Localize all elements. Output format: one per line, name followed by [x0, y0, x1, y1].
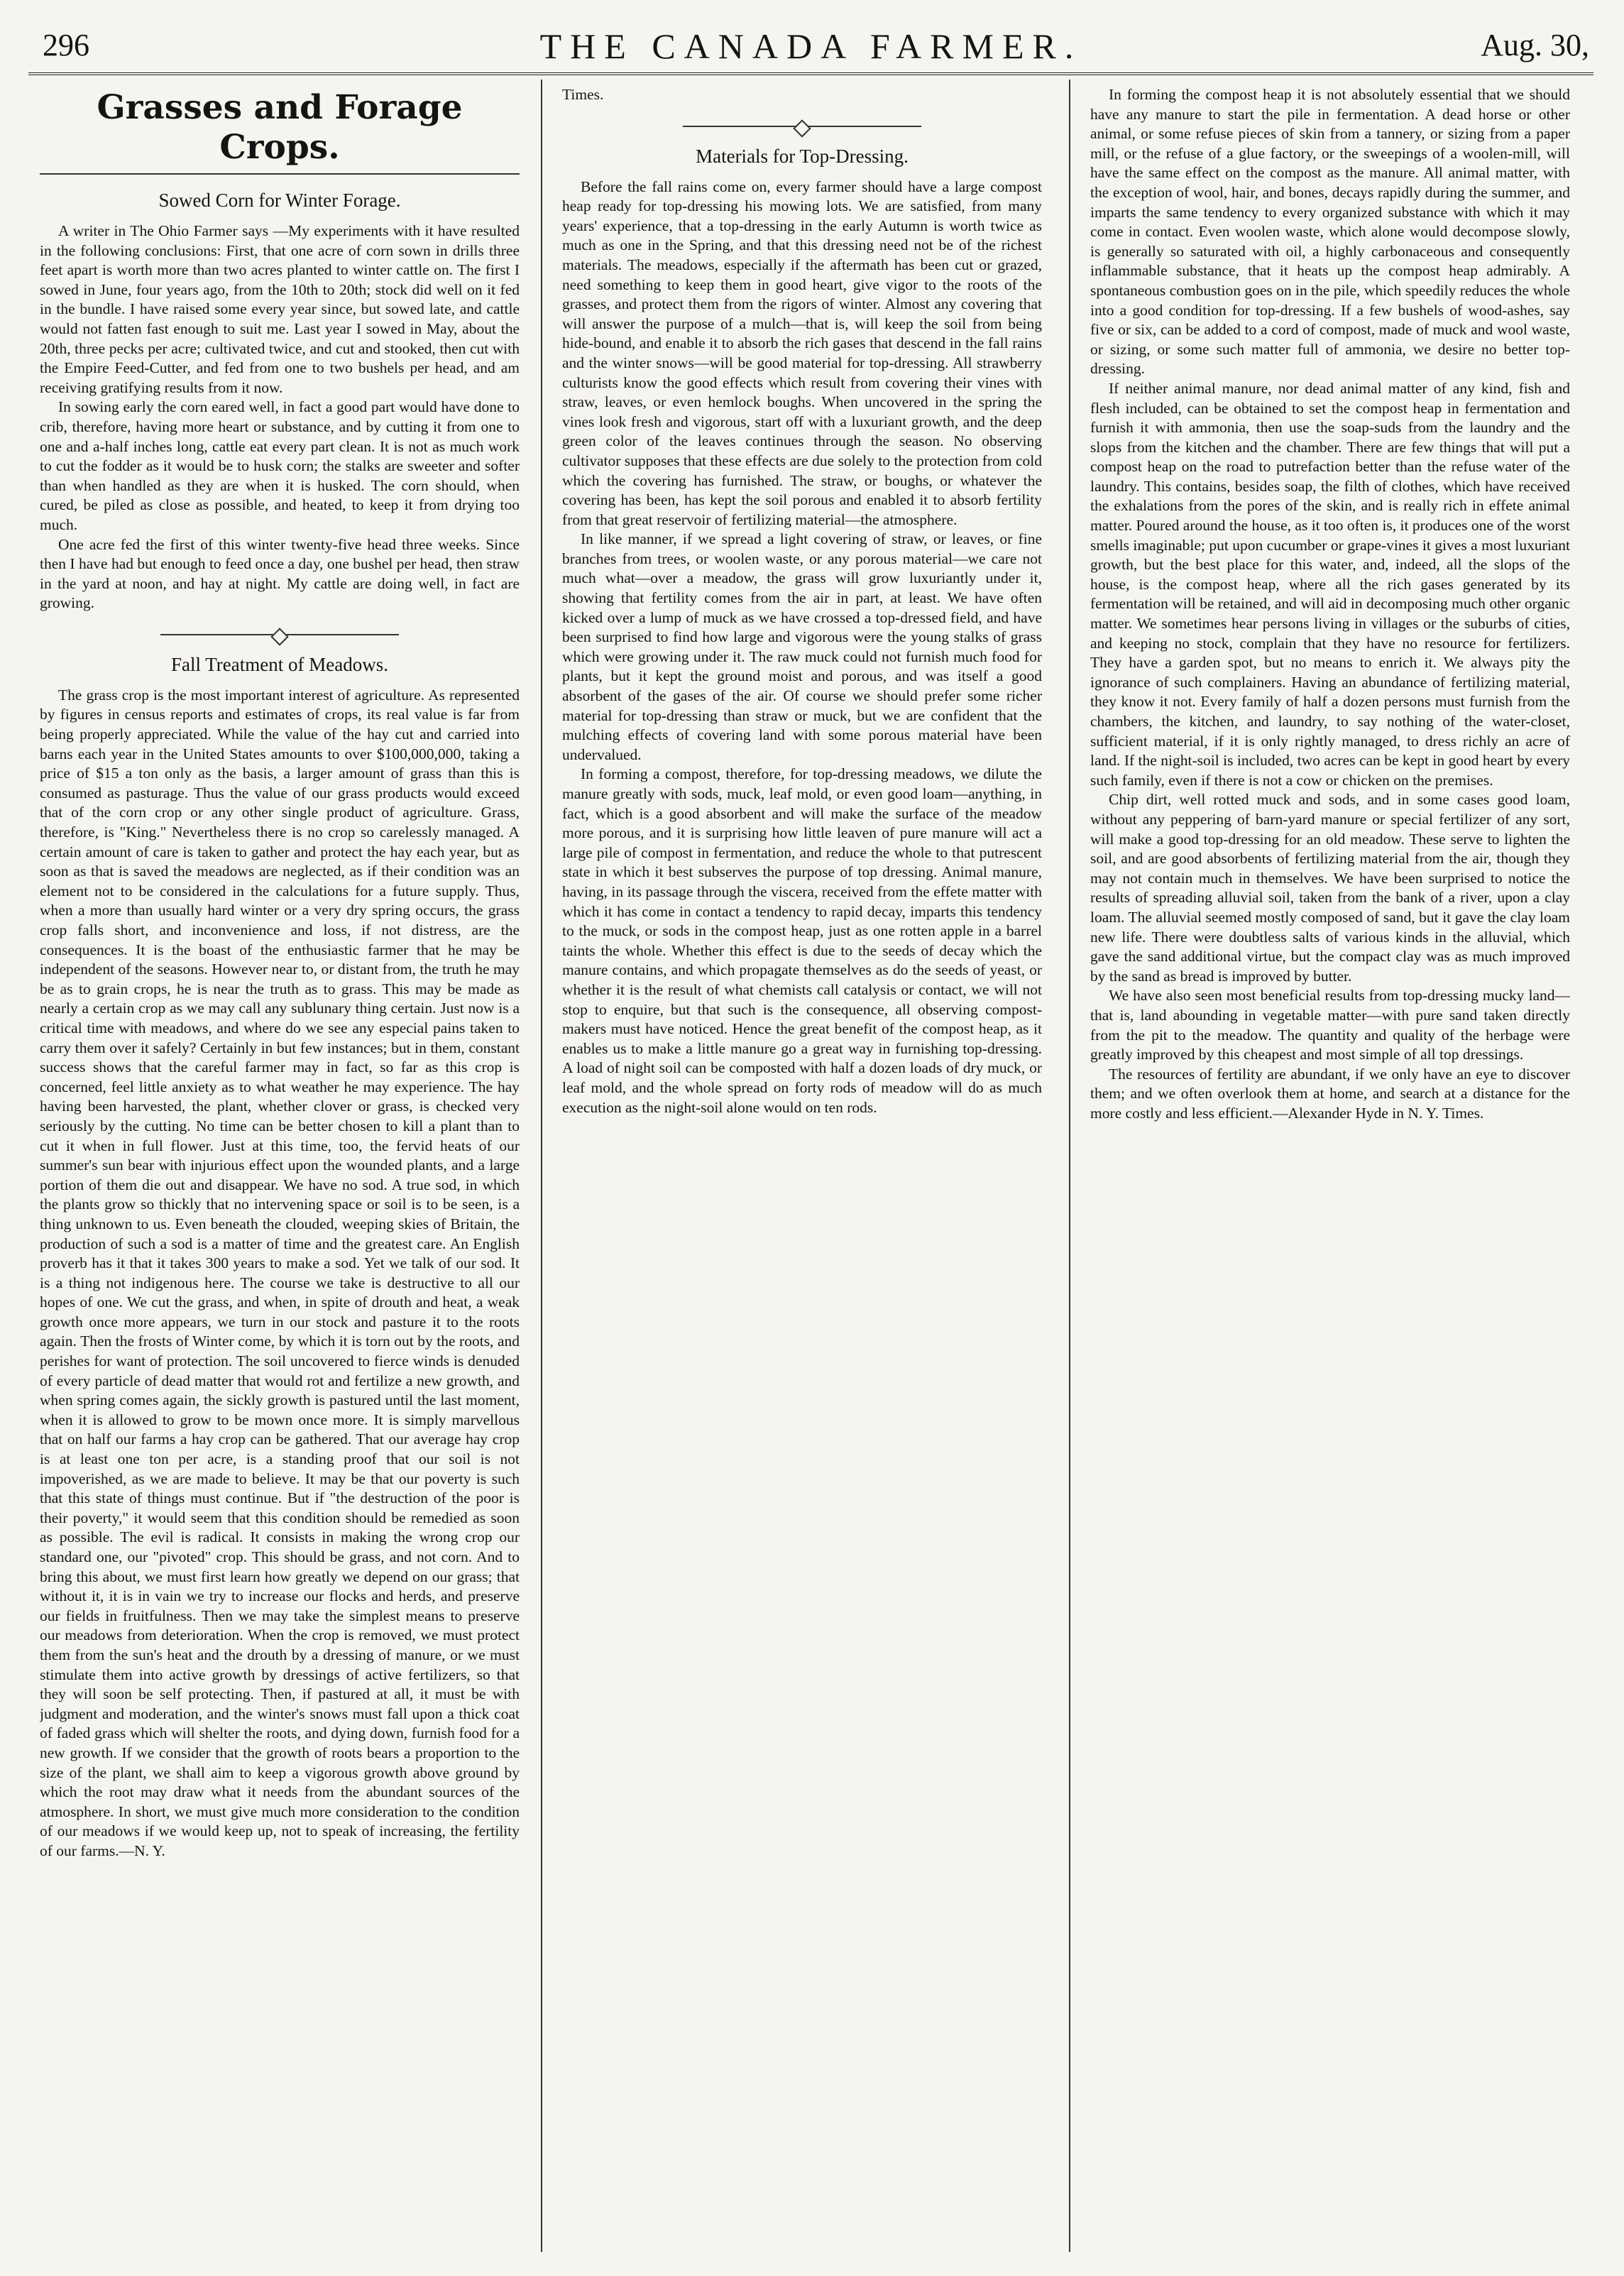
- section-rule: [40, 173, 520, 175]
- section-title: Grasses and Forage Crops.: [97, 88, 463, 167]
- article-paragraph: In forming the compost heap it is not absolutely essential that we should have any manure to start the pile in fermentation. A dead horse or other animal, or some refuse pieces of skin from a tannery, or sizing from a paper mill, or the refuse of a glue factory, or the sweepings of a woolen-mill, will have the same effect on the compost as the manure. All animal matter, with the exception of wool, hair, and bones, decays rapidly during the summer, and imparts the same tendency to every organized substance with which it may come in contact. Even woolen waste, which alone would decompose slowly, is generally so saturated with oil, a highly carbonaceous and consequently inflammable substance, that it heats up the compost heap admirably. A spontaneous combustion goes on in the pile, which speedily reduces the whole into a good condition for top-dressing. If a few bushels of wood-ashes, say five or six, can be added to a cord of compost, made of muck and wool waste, or sizing, or some such matter full of ammonia, we desire no better top-dressing.: [1090, 86, 1570, 378]
- article-paragraph: Before the fall rains come on, every farmer should have a large compost heap ready for top-dressing his mowing lots. We are satisfied, from many years' experience, that a top-dressing in the early Autumn is worth twice as much as one in the Spring, and that this dressing need not be of the richest materials. The meadows, especially if the aftermath has been cut or grazed, need something to keep them in good heart, give vigor to the roots of the grasses, and protect them from the rigors of winter. Almost any covering that will answer the purpose of a mulch—that is, will keep the soil from being hide-bound, and enable it to absorb the rich gases that descend in the fall rains and the winter snows—will be good material for top-dressing. All strawberry culturists know the good effects which result from covering their vines with straw, leaves, or even hemlock boughs. When uncovered in the spring the vines look fresh and vigorous, start off with a luxuriant growth, and the deep green color of the leaves continues through the season. No observing cultivator supposes that these effects are due solely to the protection from cold which the covering has furnished. The straw, or boughs, or whatever the covering has been, has kept the soil porous and enabled it to absorb fertility from that great reservoir of fertilizing material—the atmosphere.: [562, 177, 1042, 528]
- article-heading-topdressing: Materials for Top-Dressing.: [696, 145, 909, 167]
- column-rule: [1069, 80, 1070, 2252]
- article-paragraph: If neither animal manure, nor dead animal matter of any kind, fish and flesh included, can be obtained to set the compost heap in fermentation and furnish it with ammonia, then use the soap-suds from the laundry and the slops from the kitchen and the chamber. There are few things that will put a compost heap on the road to putrefaction better than the refuse water of the laundry. This contains, besides soap, the filth of clothes, which have received the exhalations from the pores of the skin, and is really rich in effete animal matter. Poured around the house, as it too often is, it produces one of the worst smells imaginable; put upon cucumber or grape-vines it gives a most luxuriant growth, but the best place for this water, and, indeed, all the slops of the house, is the compost heap, where all the rich gases generated by its fermentation will be retained, and will aid in decomposing much other organic matter. We sometimes hear persons living in villages or the suburbs of cities, and keeping no stock, complain that they have no resource for fertilizers. They have a garden spot, but no means to enrich it. We always pity the ignorance of such complainers. Having an abundance of fertilizing material, they know it not. Every family of half a dozen persons must furnish from the chambers, the kitchen, and laundry, to say nothing of the water-closet, sufficient material, if it is only rightly managed, to dress richly an acre of land. If the night-soil is included, two acres can be kept in good heart by every such family, even if there is not a cow or chicken on the premises.: [1090, 379, 1570, 789]
- article-paragraph: In sowing early the corn eared well, in fact a good part would have done to crib, therefore, having more heart or substance, and by cutting it from one to one and a-half inches long, cattle eat every part clean. It is not as much work to cut the fodder as it would be to husk corn; the stalks are sweeter and softer than when handled as they are when it is husked. The corn should, when cured, be piled as close as possible, and heated, to keep it from drying too much.: [40, 398, 520, 533]
- column-1: [40, 85, 520, 2250]
- column-3: [1090, 85, 1570, 2250]
- article-paragraph: One acre fed the first of this winter twenty-five head three weeks. Since then I have had but enough to feed once a day, one bushel per head, then straw in the yard at noon, and hay at night. My cattle are doing well, in fact are growing.: [40, 535, 520, 612]
- page-number: 296: [43, 28, 89, 62]
- article-divider: [562, 122, 1042, 131]
- article-heading-meadows: Fall Treatment of Meadows.: [171, 653, 388, 675]
- article-paragraph: The resources of fertility are abundant, if we only have an eye to discover them; and we often overlook them at home, and search at a distance for the more costly and less efficient.—Alexander Hyde in N. Y. Times.: [1090, 1065, 1570, 1122]
- header-rule: [28, 72, 1593, 75]
- article-paragraph: Chip dirt, well rotted muck and sods, and in some cases good loam, without any peppering of barn-yard manure or special fertilizer of any sort, will make a good top-dressing for an old meadow. These serve to lighten the soil, and are good absorbents of fertilizing material from the air, though they may not contain much in themselves. We have been surprised to notice the results of spreading alluvial soil, taken from the bank of a river, upon a clay loam. The alluvial seemed mostly composed of sand, but it gave the clay loam new life. There were doubtless salts of various kinds in the alluvial, which gave the sand additional virtue, but the compact clay was as much improved by the sand as bread is improved by butter.: [1090, 791, 1570, 985]
- publication-title: THE CANADA FARMER.: [539, 26, 1082, 66]
- article-heading-corn: Sowed Corn for Winter Forage.: [158, 190, 401, 211]
- article-paragraph: A writer in The Ohio Farmer says —My experiments with it have resulted in the following conclusions: First, that one acre of corn sown in drills three feet apart is worth more than two acres planted to winter cattle on. The first I sowed in June, four years ago, from the 10th to 20th; stock did well on it fed in the bundle. I have raised some every year since, but sowed late, and cattle would not fatten fast enough to suit me. Last year I sowed in May, about the 20th, three pecks per acre; cultivated twice, and cut and stooked, then cut with the Empire Feed-Cutter, and fed from one to two bushels per head, and am receiving gratifying results from it now.: [40, 222, 520, 396]
- article-paragraph: The grass crop is the most important interest of agriculture. As represented by figures in census reports and estimates of crops, its real value is far from being properly appreciated. While the value of the hay cut and carried into barns each year in the United States amounts to over $100,000,000, taking a price of $15 a ton only as the basis, a larger amount of grass than this is consumed as pasturage. Thus the value of our grass products would exceed that of the corn crop or any other single product of agriculture. Grass, therefore, is "King." Nevertheless there is no crop so carelessly managed. A certain amount of care is taken to gather and protect the hay each year, but as soon as that is saved the meadows are neglected, as if their condition was an element not to be considered in the calculations for a future supply. Thus, when a more than usually hard winter or a very dry spring occurs, the grass crop falls short, and inconvenience and loss, if not distress, are the consequences. It is the boast of the enthusiastic farmer that he may be independent of the seasons. However near to, or distant from, the truth he may be as to grain crops, he is near the truth as to grass. This may be made as nearly a certain crop as we may call any sublunary thing certain. Just now is a critical time with meadows, and where do we see any especial pains taken to carry them over it safely? Certainly in but few instances; but in them, constant success shows that the careful farmer may in fact, so far as this crop is concerned, feel little anxiety as to what weather he may experience. The hay having been harvested, the plant, whether clover or grass, is checked very seriously by the cutting. No time can be better chosen to kill a plant than to cut it when in full flower. Just at this time, too, the fervid heats of our summer's sun bear with injurious effect upon the wounded plants, and a large portion of them die out and disappear. We have no sod. A true sod, in which the plants grow so thickly that no intervening space or soil is to be seen, is a thing unknown to us. Even beneath the clouded, weeping skies of Britain, the production of such a sod is a matter of time and the greatest care. An English proverb has it that it takes 300 years to make a sod. Yet we talk of our sod. It is a thing not indigenous here. The course we take is destructive to all our hopes of one. We cut the grass, and when, in spite of drouth and heat, a weak growth once more appears, we turn in our stock and pasture it to the roots again. Then the frosts of Winter come, by which it is torn out by the roots, and perishes for want of protection. The soil uncovered to fierce winds is denuded of every particle of dead matter that would rot and fertilize a new growth, and when spring comes again, the sickly growth is pastured until the last moment, when it is allowed to grow to be mown once more. It is simply marvellous that on half our farms a hay crop can be gathered. That our average hay crop is at least one ton per acre, is a standing proof that our soil is not impoverished, as we are made to believe. It may be that our poverty is such that this state of things must continue. But if "the destruction of the poor is their poverty," it would seem that this condition should be remedied as soon as possible. The evil is radical. It consists in making the wrong crop our standard one, our "pivoted" crop. This should be grass, and not corn. And to bring this about, we must first learn how greatly we depend on our grass; that without it, it is in vain we try to increase our flocks and herds, and preserve our fields in fruitfulness. Then we may take the simplest means to preserve our meadows from deterioration. When the crop is removed, we must protect them from the sun's heat and the drouth by a dressing of manure, or we must stimulate them into active growth by dressings of active fertilizers, so that they will soon be self protecting. Then, if pastured at all, it must be with judgment and moderation, and the winter's snows must fall upon a thick coat of faded grass which will shelter the roots, and dying down, furnish food for a new growth. If we consider that the growth of roots bears a proportion to the size of the plant, we shall aim to keep a vigorous growth above ground by which the root may draw what it needs from the abundant sources of the atmosphere. In short, we must give much more consideration to the condition of our meadows if we would keep up, not to speak of increasing, the fertility of our farms.—N. Y.: [40, 686, 520, 1859]
- article-paragraph: We have also seen most beneficial results from top-dressing mucky land—that is, land abounding in vegetable matter—with pure sand taken directly from the pit to the meadow. The quantity and quality of the herbage were greatly improved by this cheapest and most simple of all top dressings.: [1090, 987, 1570, 1063]
- article-paragraph-continued: Times.: [562, 86, 604, 103]
- article-paragraph: In forming a compost, therefore, for top-dressing meadows, we dilute the manure greatly with sods, muck, leaf mold, or even good loam—anything, in fact, which is a good absorbent and will make the surface of the meadow more porous, and it is surprising how little leaven of pure manure will act a large pile of compost in fermentation, and reduce the whole to that putrescent state in which it best subserves the purpose of top dressing. Animal manure, having, in its passage through the viscera, received from the effete matter with which it has come in contact a tendency to rapid decay, imparts this tendency to the muck, or sods in the compost heap, just as one rotten apple in a barrel taints the whole. Whether this effect is due to the seeds of decay which the manure contains, and which propagate themselves as do the seeds of yeast, or whether it is the result of what chemists call catalysis or contact, we will not stop to enquire, but that such is the consequence, all observing compost-makers must have noticed. Hence the great benefit of the compost heap, as it enables us to make a little manure go a great way in furnishing top-dressing. A load of night soil can be composted with half a dozen loads of dry muck, or leaf mold, and the whole spread on forty rods of meadow will do as much execution as the night-soil alone would on ten rods.: [562, 765, 1042, 1116]
- column-rule: [541, 80, 542, 2252]
- newspaper-page: [28, 21, 1593, 2258]
- page-header: [28, 21, 1593, 71]
- issue-date: Aug. 30,: [1481, 28, 1589, 62]
- column-2: [562, 85, 1042, 2250]
- article-divider: [40, 630, 520, 639]
- article-paragraph: In like manner, if we spread a light covering of straw, or leaves, or fine branches from trees, or woolen waste, or any porous material—we care not much what—over a meadow, the grass will grow luxuriantly under it, showing that fertility comes from the air in part, at least. We have often kicked over a lump of muck as we have crossed a top-dressed field, and have been surprised to find how large and vigorous were the young stalks of grass which were growing under it. The raw muck could not furnish much food for plants, but it kept the ground moist and porous, and was itself a good absorbent of the gases of the air. Of course we should prefer some richer material for top-dressing than straw or muck, but we are confident that the mulching effects of covering land with some porous material have been undervalued.: [562, 530, 1042, 763]
